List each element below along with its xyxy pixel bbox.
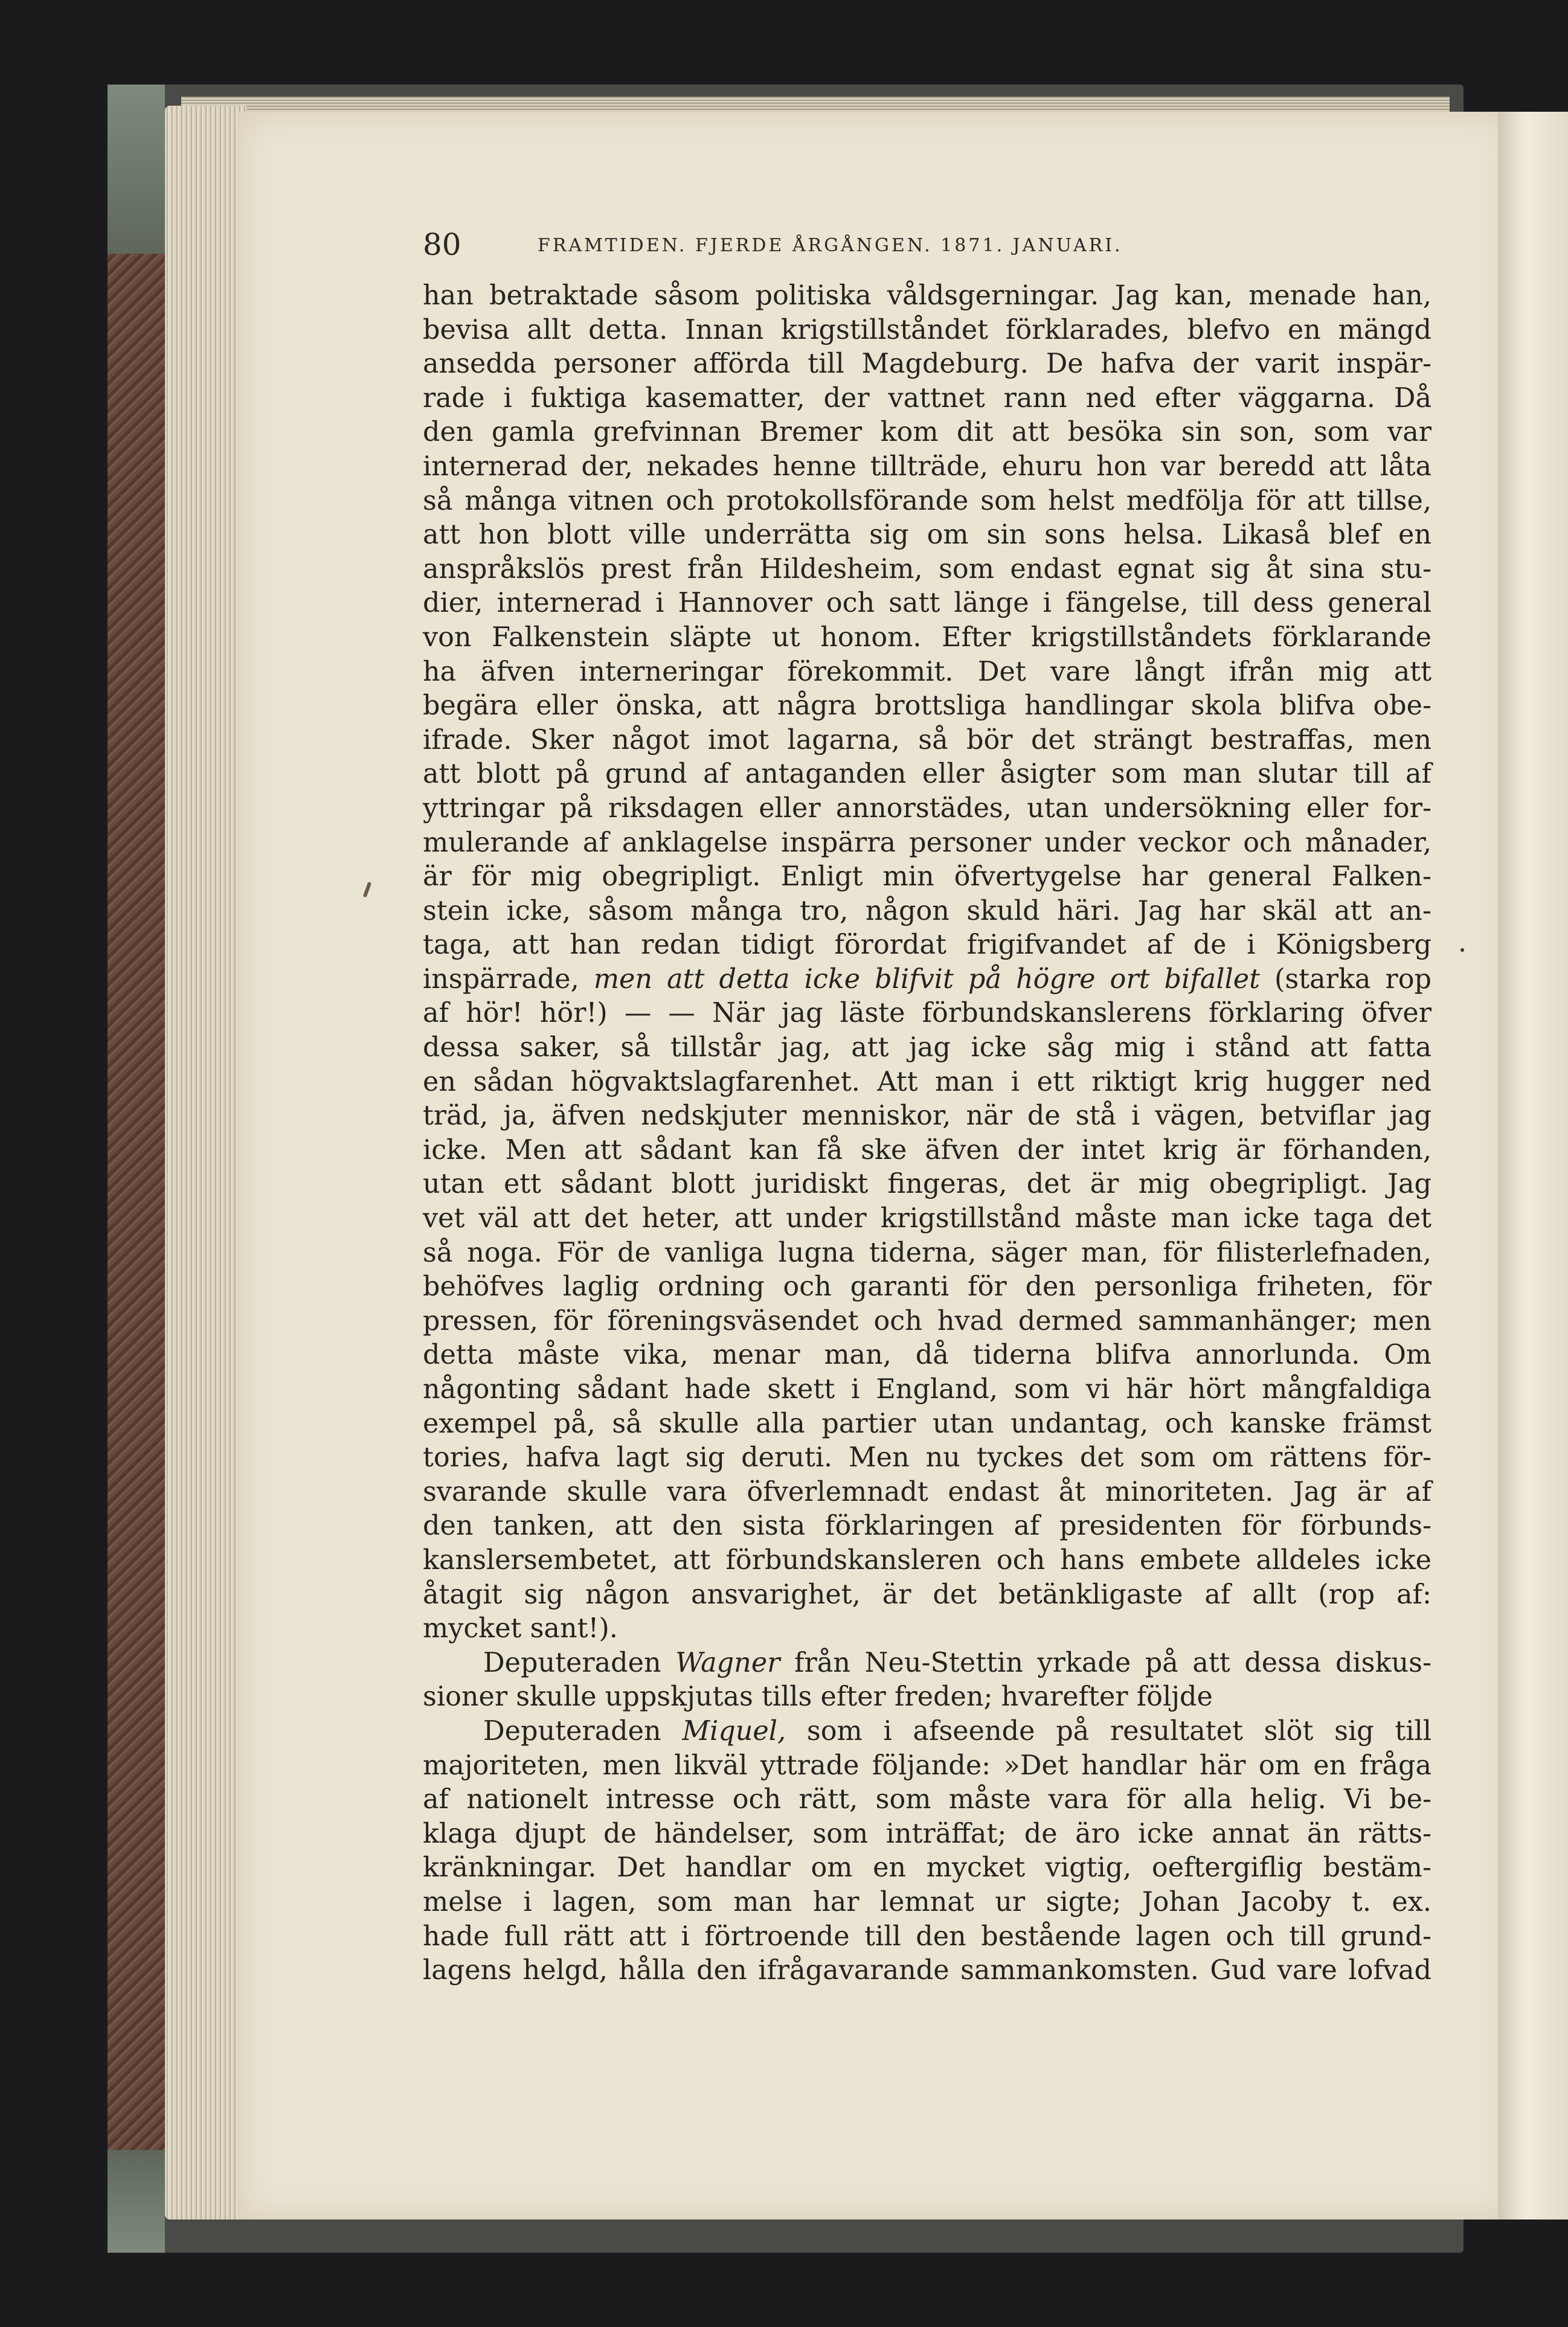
- text-line-content: begära eller önska, att några brottsliga handlingar skola blifva obe-: [423, 690, 1431, 722]
- text-line: [423, 416, 1431, 450]
- text-line: [423, 724, 1431, 758]
- text-line: [423, 928, 1431, 963]
- body-text: [423, 279, 1431, 1988]
- text-line: [423, 553, 1431, 587]
- text-line-content: detta måste vika, menar man, då tiderna blifva annorlunda. Om: [423, 1340, 1431, 1371]
- margin-dot: [1460, 948, 1464, 952]
- text-line-content: dier, internerad i Hannover och satt länge i fängelse, till dess general: [423, 588, 1431, 619]
- text-line-content: att blott på grund af antaganden eller åsigter som man slutar till af: [423, 759, 1431, 790]
- text-line: [423, 1407, 1431, 1442]
- text-line-content: af hör! hör!) — — När jag läste förbundskanslerens förklaring öfver: [423, 998, 1431, 1029]
- text-line-content: bevisa allt detta. Innan krigstillståndet förklarades, blefvo en mängd: [423, 314, 1431, 345]
- text-line: [423, 1612, 1431, 1646]
- text-line: [423, 689, 1431, 724]
- text-line-content: internerad der, nekades henne tillträde, ehuru hon var beredd att låta: [423, 451, 1431, 482]
- text-line: [423, 1544, 1431, 1578]
- text-line-continuation: (starka rop: [1259, 963, 1432, 995]
- text-line-content: von Falkenstein släpte ut honom. Efter krigstillståndets förklarande: [423, 621, 1431, 653]
- text-line-content: melse i lagen, som man har lemnat ur sigte; Johan Jacoby t. ex.: [423, 1886, 1431, 1918]
- text-line: [423, 963, 1431, 997]
- text-line: [423, 1270, 1431, 1305]
- text-line: [423, 1749, 1431, 1783]
- text-line-content: den gamla grefvinnan Bremer kom dit att besöka sin son, som var: [423, 417, 1431, 448]
- text-line-content: mycket sant!).: [423, 1613, 618, 1645]
- text-line-content: tories, hafva lagt sig deruti. Men nu tyckes det som om rättens för-: [423, 1442, 1431, 1474]
- page-gutter: [1498, 112, 1568, 2219]
- text-line: [423, 518, 1431, 553]
- text-line: [423, 1886, 1431, 1920]
- italic-emphasis: Miquel,: [682, 1715, 786, 1747]
- text-line: [423, 860, 1431, 894]
- text-line-content: kränkningar. Det handlar om en mycket vigtig, oeftergiflig bestäm-: [423, 1852, 1431, 1884]
- text-line-content: den tanken, att den sista förklaringen af presidenten för förbunds-: [423, 1510, 1431, 1542]
- text-line-content: ansedda personer afförda till Magdeburg. De hafva der varit inspär-: [423, 348, 1431, 380]
- text-line-content: majoriteten, men likväl yttrade följande: »Det handlar här om en fråga: [423, 1750, 1431, 1781]
- text-line-content: anspråkslös prest från Hildesheim, som endast egnat sig åt sina stu-: [423, 553, 1431, 585]
- text-line-content: Deputeraden: [483, 1715, 683, 1747]
- text-line-content: ha äfven interneringar förekommit. Det vare långt ifrån mig att: [423, 656, 1431, 687]
- text-line-content: åtagit sig någon ansvarighet, är det betänkligaste af allt (rop af:: [423, 1579, 1431, 1610]
- text-line: [423, 484, 1431, 519]
- text-line-content: taga, att han redan tidigt förordat frigifvandet af de i Königsberg: [423, 929, 1431, 961]
- text-line: [423, 826, 1431, 861]
- text-line-content: kanslersembetet, att förbundskansleren och hans embete alldeles icke: [423, 1544, 1431, 1576]
- text-line-content: han betraktade såsom politiska våldsgerningar. Jag kan, menade han,: [423, 280, 1431, 311]
- page-edges: [165, 106, 246, 2219]
- text-line-content: rade i fuktiga kasematter, der vattnet rann ned efter väggarna. Då: [423, 382, 1431, 414]
- page-header: [423, 226, 1419, 263]
- text-line-content: mulerande af anklagelse inspärra personer under veckor och månader,: [423, 827, 1431, 858]
- text-line: [423, 1851, 1431, 1886]
- italic-emphasis: men att detta icke blifvit på högre ort bifallet: [593, 963, 1260, 995]
- text-line-content: att hon blott ville underrätta sig om sin sons helsa. Likaså blef en: [423, 519, 1431, 551]
- text-line: [423, 279, 1431, 313]
- text-line: [423, 1920, 1431, 1954]
- text-line-content: utan ett sådant blott juridiskt fingeras, det är mig obegripligt. Jag: [423, 1169, 1431, 1200]
- text-line-content: är för mig obegripligt. Enligt min öfvertygelse har general Falken-: [423, 861, 1431, 893]
- text-line: [423, 1305, 1431, 1339]
- text-line-content: en sådan högvaktslagfarenhet. Att man i ett riktigt krig hugger ned: [423, 1066, 1431, 1097]
- text-line-continuation: som i afseende på resultatet slöt sig till: [786, 1715, 1432, 1747]
- text-line-content: exempel på, så skulle alla partier utan undantag, och kanske främst: [423, 1408, 1431, 1439]
- text-line-content: sioner skulle uppskjutas tills efter freden; hvarefter följde: [423, 1681, 1213, 1713]
- text-line: [423, 757, 1431, 792]
- text-line: [423, 1202, 1431, 1236]
- text-line-content: lagens helgd, hålla den ifrågavarande sammankomsten. Gud vare lofvad: [423, 1955, 1431, 1986]
- text-line: [423, 586, 1431, 621]
- text-line: [423, 1065, 1431, 1100]
- page-number: 80: [423, 227, 461, 262]
- text-line-content: af nationelt intresse och rätt, som måste vara för alla helig. Vi be-: [423, 1784, 1431, 1815]
- text-line-content: hade full rätt att i förtroende till den bestående lagen och till grund-: [423, 1921, 1431, 1952]
- text-line: [423, 1954, 1431, 1988]
- text-line: [423, 1167, 1431, 1202]
- text-line-content: träd, ja, äfven nedskjuter menniskor, när de stå i vägen, betviflar jag: [423, 1100, 1431, 1132]
- text-line: [423, 621, 1431, 655]
- text-line-content: klaga djupt de händelser, som inträffat; de äro icke annat än rätts-: [423, 1818, 1431, 1849]
- marbled-board: [108, 254, 165, 2156]
- text-line: [423, 1236, 1431, 1271]
- text-line: [423, 1441, 1431, 1475]
- cover-corner-top: [108, 85, 165, 254]
- text-line: [423, 1099, 1431, 1134]
- text-line-content: yttringar på riksdagen eller annorstädes, utan undersökning eller for-: [423, 792, 1431, 824]
- text-line: [423, 1578, 1431, 1613]
- text-line: [423, 1509, 1431, 1544]
- text-line: [423, 1475, 1431, 1510]
- text-line: [423, 347, 1431, 382]
- text-line: [423, 1031, 1431, 1065]
- text-line-content: behöfves laglig ordning och garanti för den personliga friheten, för: [423, 1271, 1431, 1303]
- text-line-content: dessa saker, så tillstår jag, att jag icke såg mig i stånd att fatta: [423, 1032, 1431, 1064]
- text-line: [423, 450, 1431, 484]
- text-line: [423, 1783, 1431, 1817]
- text-line-content: icke. Men att sådant kan få ske äfven der intet krig är förhanden,: [423, 1134, 1431, 1166]
- text-line-content: så många vitnen och protokollsförande som helst medfölja för att tillse,: [423, 485, 1431, 516]
- text-line: [423, 313, 1431, 348]
- text-line: [423, 1338, 1431, 1373]
- text-line: [423, 1373, 1431, 1407]
- text-line-content: svarande skulle vara öfverlemnadt endast åt minoriteten. Jag är af: [423, 1476, 1431, 1507]
- text-line-content: inspärrade,: [423, 963, 594, 995]
- text-line: [423, 792, 1431, 826]
- text-line-content: vet väl att det heter, att under krigstillstånd måste man icke taga det: [423, 1203, 1431, 1234]
- text-line-content: stein icke, såsom många tro, någon skuld häri. Jag har skäl att an-: [423, 895, 1431, 926]
- text-line: [423, 1715, 1431, 1749]
- text-line-content: Deputeraden: [483, 1647, 676, 1678]
- text-line: [423, 1646, 1431, 1681]
- text-line: [423, 1680, 1431, 1715]
- text-line-continuation: från Neu-Stettin yrkade på att dessa diskus-: [780, 1647, 1431, 1678]
- text-line: [423, 382, 1431, 416]
- text-line: [423, 1134, 1431, 1168]
- text-line: [423, 1817, 1431, 1852]
- cover-corner-bottom: [108, 2150, 165, 2253]
- text-line-content: pressen, för föreningsväsendet och hvad dermed sammanhänger; men: [423, 1305, 1431, 1337]
- text-line: [423, 655, 1431, 690]
- text-line-content: så noga. För de vanliga lugna tiderna, säger man, för filisterlefnaden,: [423, 1237, 1431, 1268]
- running-head: FRAMTIDEN. FJERDE ÅRGÅNGEN. 1871. JANUARI.: [538, 235, 1123, 256]
- text-line-content: någonting sådant hade skett i England, som vi här hört mångfaldiga: [423, 1374, 1431, 1405]
- text-line: [423, 894, 1431, 929]
- text-line: [423, 997, 1431, 1031]
- text-line-content: ifrade. Sker något imot lagarna, så bör det strängt bestraffas, men: [423, 724, 1431, 756]
- italic-emphasis: Wagner: [675, 1647, 780, 1678]
